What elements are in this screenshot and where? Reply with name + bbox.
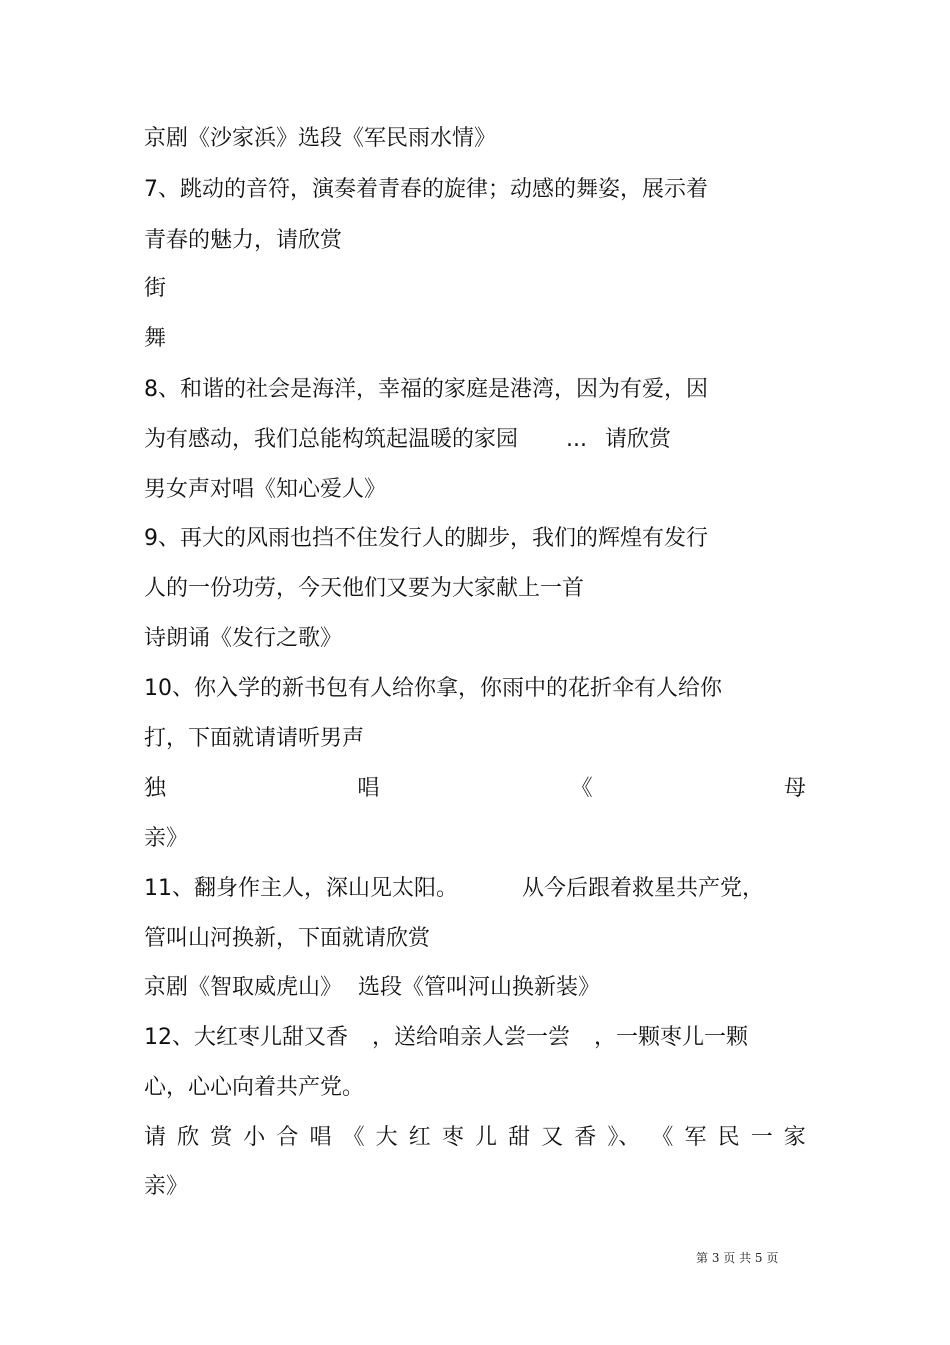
text-line: 亲》 bbox=[144, 1174, 189, 1199]
char: 》、 bbox=[607, 1125, 641, 1150]
text-line bbox=[144, 874, 764, 904]
char: 小 bbox=[243, 1125, 266, 1150]
char: 又 bbox=[541, 1125, 564, 1150]
text-segment: 为有感动，我们总能构筑起温暖的家园 bbox=[144, 427, 519, 452]
text-line: 青春的魅力，请欣赏 bbox=[144, 228, 343, 253]
char: 军 bbox=[684, 1125, 707, 1150]
char: 赏 bbox=[210, 1125, 233, 1150]
text-line: 亲》 bbox=[144, 826, 189, 851]
text-segment: ... bbox=[566, 427, 587, 452]
text-line: 10、你入学的新书包有人给你拿，你雨中的花折伞有人给你 bbox=[144, 676, 722, 701]
text-line: 7、跳动的音符，演奏着青春的旋律；动感的舞姿，展示着 bbox=[144, 177, 708, 202]
text-line: 9、再大的风雨也挡不住发行人的脚步，我们的辉煌有发行 bbox=[144, 526, 708, 551]
text-line: 打，下面就请请听男声 bbox=[144, 726, 365, 751]
char: 唱 bbox=[357, 776, 380, 801]
text-line: 管叫山河换新，下面就请欣赏 bbox=[144, 926, 431, 951]
text-segment: 从今后跟着救星共产党， bbox=[522, 876, 765, 901]
text-segment: ，送给咱亲人尝一尝 bbox=[372, 1025, 571, 1050]
char: 《 bbox=[651, 1125, 674, 1150]
char: 唱 bbox=[309, 1125, 332, 1150]
char: 大 bbox=[375, 1125, 398, 1150]
char: 一 bbox=[750, 1125, 773, 1150]
text-line: 8、和谐的社会是海洋，幸福的家庭是港湾，因为有爱，因 bbox=[144, 377, 708, 402]
text-line: 男女声对唱《知心爱人》 bbox=[144, 477, 387, 502]
text-line: 诗朗诵《发行之歌》 bbox=[144, 626, 343, 651]
char: 香 bbox=[574, 1125, 597, 1150]
page-number: 第 3 页 共 5 页 bbox=[696, 1251, 779, 1265]
text-segment: ，一颗枣儿一颗 bbox=[594, 1025, 749, 1050]
char: 儿 bbox=[474, 1125, 497, 1150]
char: 独 bbox=[144, 776, 167, 801]
text-segment: 12、大红枣儿甜又香 bbox=[144, 1025, 348, 1050]
text-segment: 11、翻身作主人，深山见太阳。 bbox=[144, 876, 458, 901]
text-line: 舞 bbox=[144, 326, 167, 351]
char: 民 bbox=[717, 1125, 740, 1150]
char: 欣 bbox=[177, 1125, 200, 1150]
char: 红 bbox=[408, 1125, 431, 1150]
char: 《 bbox=[570, 776, 593, 801]
justified-line bbox=[144, 774, 806, 804]
justified-line bbox=[144, 1123, 806, 1153]
char: 合 bbox=[276, 1125, 299, 1150]
char: 请 bbox=[144, 1125, 167, 1150]
text-line bbox=[144, 425, 671, 455]
text-line: 人的一份功劳，今天他们又要为大家献上一首 bbox=[144, 576, 585, 601]
char: 母 bbox=[783, 776, 806, 801]
text-segment: 请欣赏 bbox=[605, 427, 672, 452]
text-line: 心，心心向着共产党。 bbox=[144, 1075, 365, 1100]
text-line: 街 bbox=[144, 276, 167, 301]
text-segment: 选段《管叫河山换新装》 bbox=[358, 975, 601, 1000]
char: 《 bbox=[342, 1125, 365, 1150]
text-segment: 京剧《智取威虎山》 bbox=[144, 975, 343, 1000]
text-line bbox=[144, 973, 600, 1003]
char: 甜 bbox=[508, 1125, 531, 1150]
char: 家 bbox=[783, 1125, 806, 1150]
text-line: 京剧《沙家浜》选段《军民雨水情》 bbox=[144, 126, 497, 151]
char: 枣 bbox=[441, 1125, 464, 1150]
text-line bbox=[144, 1023, 748, 1053]
